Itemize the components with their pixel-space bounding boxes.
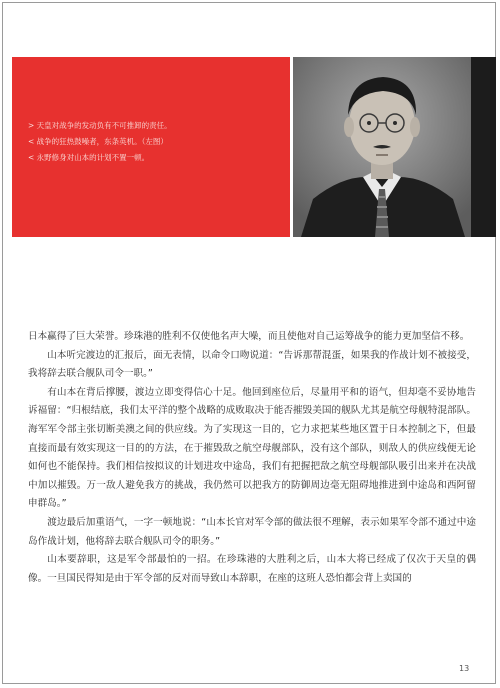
caption-line: < 战争的狂热鼓噪者，东条英机。（左图） [28, 137, 168, 146]
paragraph: 日本赢得了巨大荣誉。珍珠港的胜利不仅使他名声大噪，而且使他对自己运筹战争的能力更加坚信不移。 [28, 331, 470, 342]
page-number: 13 [459, 664, 470, 673]
caption-line: < 永野修身对山本的计划不置一顿。 [28, 153, 150, 162]
caption-list [28, 118, 283, 166]
portrait-photo [293, 57, 471, 237]
paragraph: 山本听完渡边的汇报后，面无表情，以命令口吻说道：“告诉那帮混蛋，如果我的作战计划不被接受，我将辞去联合舰队司令一职。” [28, 349, 476, 380]
caption-line: > 天皇对战争的发动负有不可推卸的责任。 [28, 121, 172, 130]
portrait-illustration [293, 57, 471, 237]
paragraph: 山本要辞职，这是军令部最怕的一招。在珍珠港的大胜利之后，山本大将已经成了仅次于天皇的偶像。一旦国民得知是由于军令部的反对而导致山本辞职，在座的这班人恐怕都会背上卖国的 [28, 554, 476, 584]
paragraph: 有山本在背后撑腰，渡边立即变得信心十足。他回到座位后，尽量用平和的语气，但却毫不妥协地告诉福留：“归根结底，我们太平洋的整个战略的成败取决于能否摧毁美国的舰队尤其是航空母舰特混部队。海军军令部主张切断美澳之间的供应线。为了实现这一目的，它力求把某些地区置于日本控制之下，但最直接而最有效实现这一目的的方法，在于摧毁敌之航空母舰部队，没有这个部队，则敌人的供应线便无论如何也不能保持。我们相信按拟议的计划进攻中途岛，我们有把握把敌之航空母舰部队吸引出来并在决战中加以摧毁。万一敌人避免我方的挑战，我仍然可以把我方的防御周边毫无阻碍地推进到中途岛和西阿留申群岛。” [28, 386, 476, 510]
paragraph: 渡边最后加重语气，一字一顿地说：“山本长官对军令部的做法很不理解，表示如果军令部不通过中途岛作战计划，他将辞去联合舰队司令的职务。” [28, 516, 476, 547]
photo-edge [471, 57, 496, 237]
article-body [28, 328, 476, 588]
